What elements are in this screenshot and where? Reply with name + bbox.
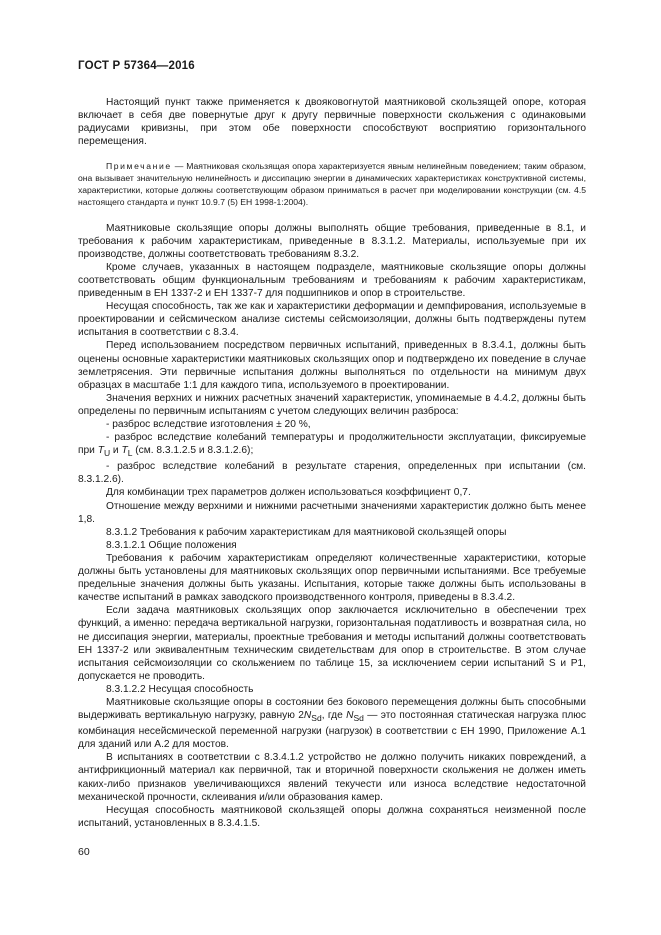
paragraph: Значения верхних и нижних расчетных значений характеристик, упоминаемые в 4.4.2, должны быть определены по первичным испытаниям с учетом следующих величин разброса:: [78, 392, 586, 417]
note-label: Примечание: [106, 161, 172, 172]
paragraph: Кроме случаев, указанных в настоящем подразделе, маятниковые скользящие опоры должны соответствовать общим функциональным требованиям и требованиям к рабочим характеристикам, приведенным в ЕН 1337-2 и ЕН 1337-7 для подшипников и опор в строительстве.: [78, 261, 586, 300]
paragraph: Несущая способность маятниковой скользящей опоры должна сохраняться неизменной после испытаний, установленных в 8.3.4.1.5.: [78, 804, 586, 829]
list-item: - разброс вследствие колебаний температуры и продолжительности эксплуатации, фиксируемые при $T_U$ и $T_L$ (см. 8.3.1.2.5 и 8.3.1.2.6);: [78, 432, 586, 459]
page-number: 60: [78, 846, 90, 858]
note-text: — Маятниковая скользящая опора характеризуется явным нелинейным поведением; таким образом, она вызывает значительную нелинейность и диссипацию энергии в динамических характеристиках конструктивной системы, характеристики, которые должны соответствующим образом приниматься в расчет при моделировании конструкции (см. 4.5 настоящего стандарта и пункт 10.9.7 (5) ЕН 1998-1:2004).: [78, 161, 586, 207]
paragraph: Настоящий пункт также применяется к двояковогнутой маятниковой скользящей опоре, которая включает в себя две повернутые друг к другу первичные поверхности скольжения с одинаковыми радиусами кривизны, при этом обе поверхности способствуют восприятию горизонтального перемещения.: [78, 97, 586, 148]
paragraph: Маятниковые скользящие опоры должны выполнять общие требования, приведенные в 8.1, и требования к рабочим характеристикам, приведенные в 8.3.1.2. Материалы, используемые при их производстве, должны соответствовать требованиям 8.3.2.: [78, 222, 586, 260]
paragraph: Несущая способность, так же как и характеристики деформации и демпфирования, используемые в проектировании и сейсмическом анализе системы сейсмоизоляции, должны быть подтверждены путем испытания в соответствии с 8.3.4.: [78, 301, 586, 339]
paragraph: Маятниковые скользящие опоры в состоянии без бокового перемещения должны быть способными выдерживать вертикальную нагрузку, равную $2N_{Sd}$, где $N_{Sd}$ — это постоянная статическая нагрузка плюс комбинация несейсмической переменной нагрузки (нагрузок) в соответствии с ЕН 1990, Приложение А.1 для зданий или А.2 для мостов.: [78, 696, 587, 751]
document-body: [78, 96, 586, 830]
section-heading: 8.3.1.2 Требования к рабочим характеристикам для маятниковой скользящей опоры: [106, 526, 507, 538]
paragraph: Если задача маятниковых скользящих опор заключается исключительно в обеспечении трех функций, а именно: передача вертикальной нагрузки, горизонтальная податливость и возвратная сила, но не диссипация энергии, материалы, проектные требования и методы испытаний должны соответствовать ЕН 1337-2 или эквивалентным техническим свидетельствам для опор в строительстве. В этом случае испытания сейсмоизоляции со скольжением по таблице 15, за исключением серии испытаний S и P1, допускается не проводить.: [78, 605, 586, 682]
section-heading: 8.3.1.2.2 Несущая способность: [106, 683, 254, 695]
paragraph: Требования к рабочим характеристикам определяют количественные характеристики, которые должны быть установлены для маятниковых скользящих опор первичными испытаниями. Все требуемые предельные значения должны быть указаны. Испытания, которые также должны быть использованы в качестве испытаний в рамках заводского производственного контроля, приведены в 8.3.4.2.: [78, 552, 586, 604]
list-item: - разброс вследствие колебаний в результате старения, определенных при испытании (см. 8.3.1.2.6).: [78, 461, 586, 486]
paragraph: В испытаниях в соответствии с 8.3.4.1.2 устройство не должно получить никаких повреждений, а антифрикционный материал как первичной, так и вторичной поверхности скольжения не должен иметь каких-либо признаков увеличивающихся явлений текучести или износа вследствие недостаточной механической прочности, склеивания и/или образования камер.: [78, 752, 586, 803]
section-heading: 8.3.1.2.1 Общие положения: [106, 539, 237, 551]
document-header: ГОСТ Р 57364—2016: [78, 60, 195, 72]
note: [78, 161, 586, 208]
paragraph: Для комбинации трех параметров должен использоваться коэффициент 0,7.: [106, 487, 471, 499]
paragraph: Отношение между верхними и нижними расчетными значениями характеристик должно быть менее 1,8.: [78, 500, 586, 525]
paragraph: Перед использованием посредством первичных испытаний, приведенных в 8.3.4.1, должны быть оценены основные характеристики маятниковых скользящих опор и подтверждено их поведение в случае землетрясения. Эти первичные испытания должны выполняться по отдельности на минимум двух образцах в масштабе 1:1 для каждого типа, используемого в проектировании.: [78, 340, 586, 391]
list-item: - разброс вследствие изготовления ± 20 %,: [106, 418, 311, 430]
